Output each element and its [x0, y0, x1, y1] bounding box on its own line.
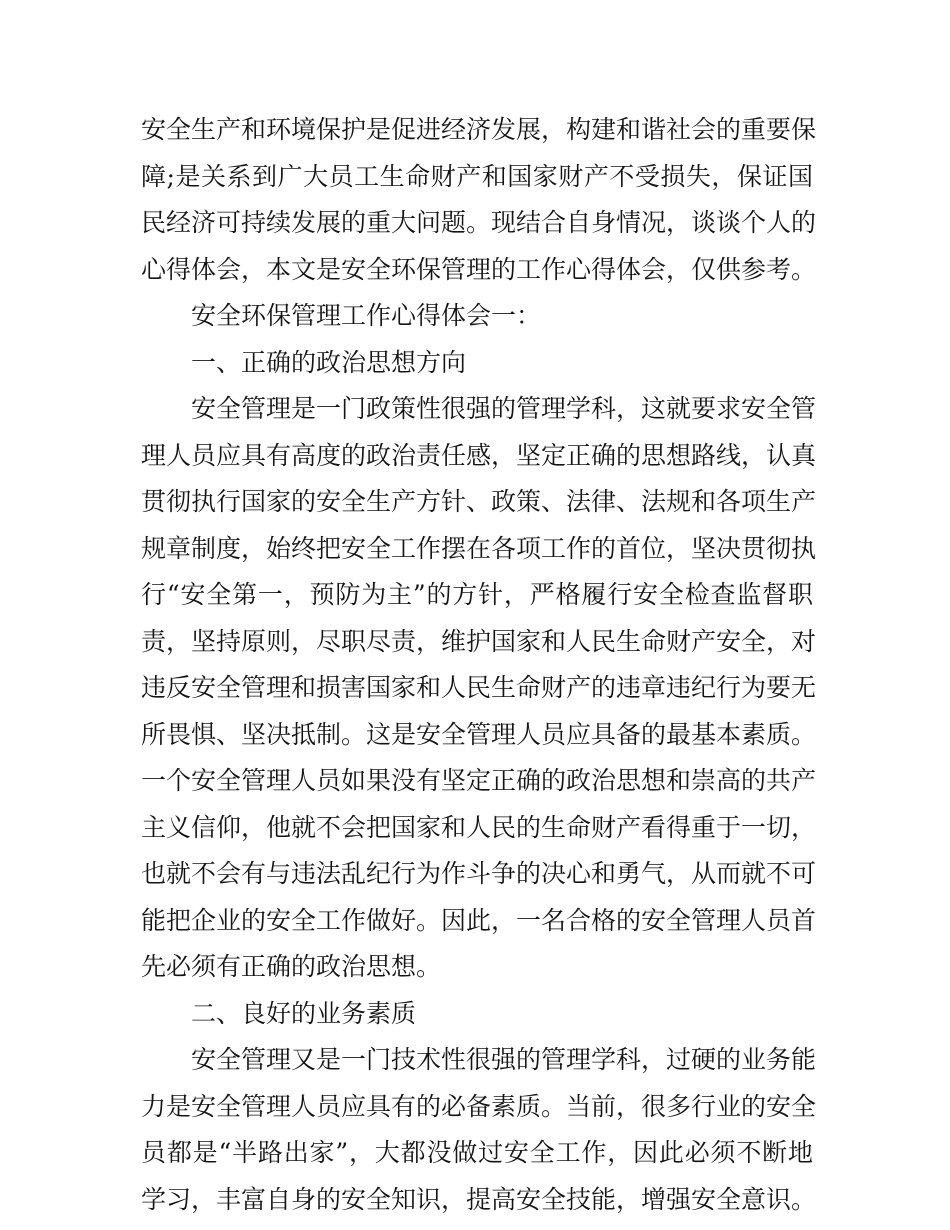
body-line: 力是安全管理人员应具有的必备素质。当前，很多行业的安全 [141, 1091, 817, 1121]
body-line: 学习，丰富自身的安全知识，提高安全技能，增强安全意识。 [141, 1184, 817, 1214]
body-line: 行“安全第一，预防为主”的方针，严格履行安全检查监督职 [141, 580, 813, 609]
body-line: 员都是“半路出家”，大都没做过安全工作，因此必须不断地 [141, 1138, 813, 1167]
body-line: 也就不会有与违法乱纪行为作斗争的决心和勇气，从而就不可 [141, 859, 817, 888]
body-line: 先必须有正确的政治思想。 [141, 952, 442, 981]
body-line: 心得体会，本文是安全环保管理的工作心得体会，仅供参考。 [141, 254, 817, 284]
document-body [141, 107, 817, 1223]
body-line: 安全管理又是一门技术性很强的管理学科，过硬的业务能 [191, 1045, 817, 1074]
body-line: 安全管理是一门政策性很强的管理学科，这就要求安全管 [191, 394, 817, 423]
body-line: 主义信仰，他就不会把国家和人民的生命财产看得重于一切， [141, 812, 817, 842]
heading-business-quality: 二、良好的业务素质 [191, 998, 417, 1028]
body-line: 贯彻执行国家的安全生产方针、政策、法律、法规和各项生产 [141, 487, 817, 516]
heading-political-direction: 一、正确的政治思想方向 [191, 347, 467, 377]
body-line: 违反安全管理和损害国家和人民生命财产的违章违纪行为要无 [141, 673, 817, 702]
body-line: 规章制度，始终把安全工作摆在各项工作的首位，坚决贯彻执 [141, 533, 817, 563]
body-line: 一个安全管理人员如果没有坚定正确的政治思想和崇高的共产 [141, 766, 817, 795]
body-line: 安全生产和环境保护是促进经济发展，构建和谐社会的重要保 [141, 115, 817, 144]
body-line: 能把企业的安全工作做好。因此，一名合格的安全管理人员首 [141, 905, 817, 935]
body-line: 所畏惧、坚决抵制。这是安全管理人员应具备的最基本素质。 [141, 719, 817, 749]
body-line: 责，坚持原则，尽职尽责，维护国家和人民生命财产安全，对 [141, 626, 817, 656]
body-line: 民经济可持续发展的重大问题。现结合自身情况，谈谈个人的 [141, 208, 817, 237]
section-title: 安全环保管理工作心得体会一： [191, 301, 542, 330]
body-line: 障;是关系到广大员工生命财产和国家财产不受损失，保证国 [141, 161, 813, 191]
body-line: 理人员应具有高度的政治责任感，坚定正确的思想路线，认真 [141, 440, 817, 470]
